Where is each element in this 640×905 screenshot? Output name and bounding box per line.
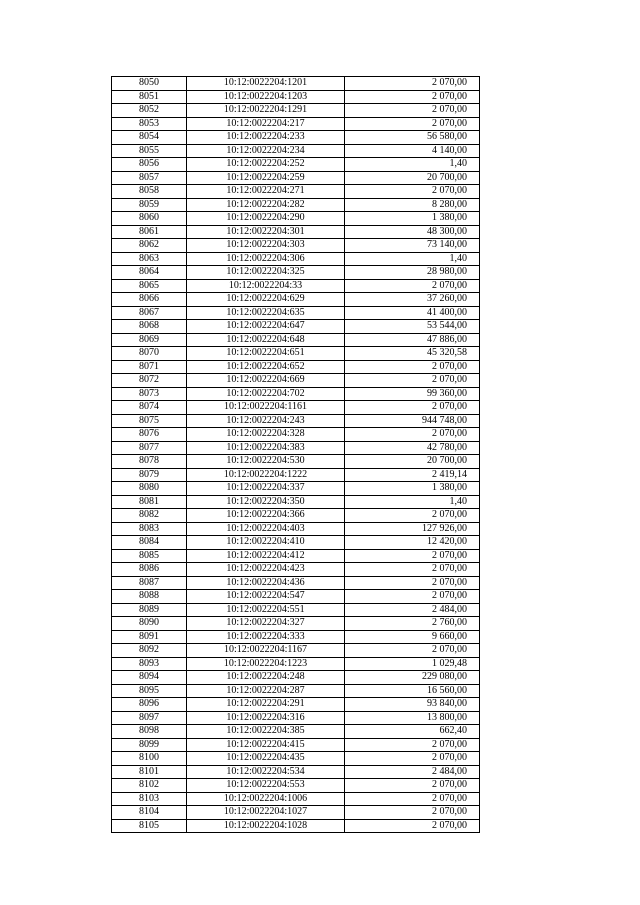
cadastral-number-cell: 10:12:0022204:1222 (187, 468, 345, 482)
cadastral-number-cell: 10:12:0022204:669 (187, 374, 345, 388)
row-number-cell: 8104 (112, 806, 187, 820)
amount-cell: 1,40 (345, 495, 480, 509)
row-number-cell: 8058 (112, 185, 187, 199)
cadastral-number-cell: 10:12:0022204:1167 (187, 644, 345, 658)
cadastral-number-cell: 10:12:0022204:337 (187, 482, 345, 496)
amount-cell: 28 980,00 (345, 266, 480, 280)
cadastral-number-cell: 10:12:0022204:1291 (187, 104, 345, 118)
cadastral-number-cell: 10:12:0022204:287 (187, 684, 345, 698)
cadastral-number-cell: 10:12:0022204:1223 (187, 657, 345, 671)
table-row (112, 414, 480, 428)
amount-cell: 9 660,00 (345, 630, 480, 644)
table-row (112, 198, 480, 212)
table-row (112, 279, 480, 293)
amount-cell: 1 380,00 (345, 212, 480, 226)
cadastral-number-cell: 10:12:0022204:271 (187, 185, 345, 199)
row-number-cell: 8084 (112, 536, 187, 550)
row-number-cell: 8094 (112, 671, 187, 685)
amount-cell: 99 360,00 (345, 387, 480, 401)
amount-cell: 2 070,00 (345, 374, 480, 388)
amount-cell: 2 070,00 (345, 279, 480, 293)
row-number-cell: 8061 (112, 225, 187, 239)
amount-cell: 2 070,00 (345, 806, 480, 820)
table-row (112, 576, 480, 590)
cadastral-number-cell: 10:12:0022204:248 (187, 671, 345, 685)
row-number-cell: 8105 (112, 819, 187, 833)
row-number-cell: 8098 (112, 725, 187, 739)
row-number-cell: 8075 (112, 414, 187, 428)
cadastral-number-cell: 10:12:0022204:1028 (187, 819, 345, 833)
cadastral-number-cell: 10:12:0022204:234 (187, 144, 345, 158)
amount-cell: 2 070,00 (345, 563, 480, 577)
amount-cell: 2 070,00 (345, 185, 480, 199)
amount-cell: 2 070,00 (345, 104, 480, 118)
row-number-cell: 8059 (112, 198, 187, 212)
table-row (112, 752, 480, 766)
amount-cell: 2 484,00 (345, 603, 480, 617)
table-row (112, 117, 480, 131)
amount-cell: 2 419,14 (345, 468, 480, 482)
cadastral-number-cell: 10:12:0022204:435 (187, 752, 345, 766)
cadastral-number-cell: 10:12:0022204:553 (187, 779, 345, 793)
row-number-cell: 8055 (112, 144, 187, 158)
amount-cell: 37 260,00 (345, 293, 480, 307)
amount-cell: 2 070,00 (345, 752, 480, 766)
table-row (112, 212, 480, 226)
table-row (112, 671, 480, 685)
amount-cell: 2 070,00 (345, 576, 480, 590)
row-number-cell: 8088 (112, 590, 187, 604)
cadastral-number-cell: 10:12:0022204:316 (187, 711, 345, 725)
cadastral-number-cell: 10:12:0022204:217 (187, 117, 345, 131)
cadastral-number-cell: 10:12:0022204:551 (187, 603, 345, 617)
amount-cell: 93 840,00 (345, 698, 480, 712)
cadastral-number-cell: 10:12:0022204:350 (187, 495, 345, 509)
row-number-cell: 8060 (112, 212, 187, 226)
amount-cell: 20 700,00 (345, 455, 480, 469)
amount-cell: 12 420,00 (345, 536, 480, 550)
amount-cell: 8 280,00 (345, 198, 480, 212)
cadastral-number-cell: 10:12:0022204:403 (187, 522, 345, 536)
amount-cell: 2 070,00 (345, 644, 480, 658)
row-number-cell: 8096 (112, 698, 187, 712)
row-number-cell: 8099 (112, 738, 187, 752)
cadastral-number-cell: 10:12:0022204:383 (187, 441, 345, 455)
table-row (112, 428, 480, 442)
table-row (112, 104, 480, 118)
amount-cell: 45 320,58 (345, 347, 480, 361)
amount-cell: 56 580,00 (345, 131, 480, 145)
row-number-cell: 8077 (112, 441, 187, 455)
data-table (111, 76, 480, 833)
row-number-cell: 8072 (112, 374, 187, 388)
cadastral-number-cell: 10:12:0022204:652 (187, 360, 345, 374)
amount-cell: 944 748,00 (345, 414, 480, 428)
row-number-cell: 8083 (112, 522, 187, 536)
table-row (112, 779, 480, 793)
amount-cell: 2 760,00 (345, 617, 480, 631)
row-number-cell: 8073 (112, 387, 187, 401)
amount-cell: 20 700,00 (345, 171, 480, 185)
table-row (112, 131, 480, 145)
amount-cell: 47 886,00 (345, 333, 480, 347)
amount-cell: 2 070,00 (345, 549, 480, 563)
table-row (112, 293, 480, 307)
row-number-cell: 8051 (112, 90, 187, 104)
row-number-cell: 8092 (112, 644, 187, 658)
cadastral-number-cell: 10:12:0022204:1006 (187, 792, 345, 806)
cadastral-number-cell: 10:12:0022204:1201 (187, 77, 345, 91)
amount-cell: 2 070,00 (345, 738, 480, 752)
table-row (112, 819, 480, 833)
amount-cell: 2 070,00 (345, 117, 480, 131)
row-number-cell: 8090 (112, 617, 187, 631)
cadastral-number-cell: 10:12:0022204:327 (187, 617, 345, 631)
table-row (112, 360, 480, 374)
row-number-cell: 8082 (112, 509, 187, 523)
table-row (112, 347, 480, 361)
amount-cell: 1,40 (345, 252, 480, 266)
table-row (112, 387, 480, 401)
table-row (112, 252, 480, 266)
amount-cell: 2 070,00 (345, 509, 480, 523)
cadastral-number-cell: 10:12:0022204:1203 (187, 90, 345, 104)
cadastral-number-cell: 10:12:0022204:530 (187, 455, 345, 469)
row-number-cell: 8069 (112, 333, 187, 347)
table-row (112, 711, 480, 725)
table-row (112, 549, 480, 563)
table-row (112, 630, 480, 644)
table-row (112, 455, 480, 469)
cadastral-number-cell: 10:12:0022204:366 (187, 509, 345, 523)
table-row (112, 644, 480, 658)
row-number-cell: 8085 (112, 549, 187, 563)
row-number-cell: 8053 (112, 117, 187, 131)
row-number-cell: 8097 (112, 711, 187, 725)
cadastral-number-cell: 10:12:0022204:243 (187, 414, 345, 428)
amount-cell: 4 140,00 (345, 144, 480, 158)
table-row (112, 90, 480, 104)
cadastral-number-cell: 10:12:0022204:259 (187, 171, 345, 185)
amount-cell: 127 926,00 (345, 522, 480, 536)
table-row (112, 806, 480, 820)
row-number-cell: 8079 (112, 468, 187, 482)
amount-cell: 2 070,00 (345, 360, 480, 374)
table-row (112, 171, 480, 185)
table-row (112, 522, 480, 536)
cadastral-number-cell: 10:12:0022204:301 (187, 225, 345, 239)
amount-cell: 2 070,00 (345, 428, 480, 442)
table-body (112, 77, 480, 833)
cadastral-number-cell: 10:12:0022204:534 (187, 765, 345, 779)
row-number-cell: 8089 (112, 603, 187, 617)
table-row (112, 320, 480, 334)
table-row (112, 185, 480, 199)
row-number-cell: 8081 (112, 495, 187, 509)
row-number-cell: 8066 (112, 293, 187, 307)
table-row (112, 333, 480, 347)
amount-cell: 2 070,00 (345, 90, 480, 104)
cadastral-number-cell: 10:12:0022204:647 (187, 320, 345, 334)
amount-cell: 1 029,48 (345, 657, 480, 671)
cadastral-number-cell: 10:12:0022204:290 (187, 212, 345, 226)
amount-cell: 2 070,00 (345, 819, 480, 833)
cadastral-number-cell: 10:12:0022204:410 (187, 536, 345, 550)
amount-cell: 1 380,00 (345, 482, 480, 496)
table-row (112, 603, 480, 617)
cadastral-number-cell: 10:12:0022204:303 (187, 239, 345, 253)
table-row (112, 536, 480, 550)
table-row (112, 77, 480, 91)
cadastral-number-cell: 10:12:0022204:415 (187, 738, 345, 752)
cadastral-number-cell: 10:12:0022204:629 (187, 293, 345, 307)
table-row (112, 144, 480, 158)
amount-cell: 662,40 (345, 725, 480, 739)
row-number-cell: 8103 (112, 792, 187, 806)
cadastral-number-cell: 10:12:0022204:33 (187, 279, 345, 293)
table-row (112, 225, 480, 239)
amount-cell: 2 484,00 (345, 765, 480, 779)
table-row (112, 509, 480, 523)
row-number-cell: 8067 (112, 306, 187, 320)
cadastral-number-cell: 10:12:0022204:648 (187, 333, 345, 347)
cadastral-number-cell: 10:12:0022204:328 (187, 428, 345, 442)
row-number-cell: 8101 (112, 765, 187, 779)
table-row (112, 482, 480, 496)
row-number-cell: 8064 (112, 266, 187, 280)
row-number-cell: 8054 (112, 131, 187, 145)
cadastral-number-cell: 10:12:0022204:547 (187, 590, 345, 604)
cadastral-number-cell: 10:12:0022204:325 (187, 266, 345, 280)
row-number-cell: 8078 (112, 455, 187, 469)
row-number-cell: 8100 (112, 752, 187, 766)
amount-cell: 229 080,00 (345, 671, 480, 685)
cadastral-number-cell: 10:12:0022204:233 (187, 131, 345, 145)
table-row (112, 563, 480, 577)
amount-cell: 41 400,00 (345, 306, 480, 320)
amount-cell: 2 070,00 (345, 401, 480, 415)
row-number-cell: 8056 (112, 158, 187, 172)
cadastral-number-cell: 10:12:0022204:333 (187, 630, 345, 644)
cadastral-number-cell: 10:12:0022204:385 (187, 725, 345, 739)
table-row (112, 266, 480, 280)
table-row (112, 738, 480, 752)
table-row (112, 158, 480, 172)
row-number-cell: 8068 (112, 320, 187, 334)
row-number-cell: 8095 (112, 684, 187, 698)
table-row (112, 684, 480, 698)
table-row (112, 306, 480, 320)
row-number-cell: 8093 (112, 657, 187, 671)
cadastral-number-cell: 10:12:0022204:436 (187, 576, 345, 590)
amount-cell: 16 560,00 (345, 684, 480, 698)
table-row (112, 374, 480, 388)
table-row (112, 617, 480, 631)
amount-cell: 1,40 (345, 158, 480, 172)
amount-cell: 2 070,00 (345, 590, 480, 604)
table-row (112, 495, 480, 509)
row-number-cell: 8087 (112, 576, 187, 590)
table-row (112, 239, 480, 253)
row-number-cell: 8070 (112, 347, 187, 361)
cadastral-number-cell: 10:12:0022204:635 (187, 306, 345, 320)
amount-cell: 2 070,00 (345, 779, 480, 793)
row-number-cell: 8080 (112, 482, 187, 496)
table-row (112, 468, 480, 482)
row-number-cell: 8076 (112, 428, 187, 442)
amount-cell: 42 780,00 (345, 441, 480, 455)
row-number-cell: 8102 (112, 779, 187, 793)
row-number-cell: 8071 (112, 360, 187, 374)
cadastral-number-cell: 10:12:0022204:412 (187, 549, 345, 563)
cadastral-number-cell: 10:12:0022204:1161 (187, 401, 345, 415)
table-row (112, 441, 480, 455)
cadastral-number-cell: 10:12:0022204:291 (187, 698, 345, 712)
cadastral-number-cell: 10:12:0022204:1027 (187, 806, 345, 820)
row-number-cell: 8086 (112, 563, 187, 577)
table-row (112, 725, 480, 739)
cadastral-number-cell: 10:12:0022204:651 (187, 347, 345, 361)
amount-cell: 2 070,00 (345, 792, 480, 806)
amount-cell: 48 300,00 (345, 225, 480, 239)
table-row (112, 401, 480, 415)
cadastral-number-cell: 10:12:0022204:282 (187, 198, 345, 212)
amount-cell: 73 140,00 (345, 239, 480, 253)
row-number-cell: 8091 (112, 630, 187, 644)
amount-cell: 2 070,00 (345, 77, 480, 91)
table-row (112, 698, 480, 712)
row-number-cell: 8050 (112, 77, 187, 91)
cadastral-number-cell: 10:12:0022204:702 (187, 387, 345, 401)
table-row (112, 590, 480, 604)
row-number-cell: 8063 (112, 252, 187, 266)
cadastral-number-cell: 10:12:0022204:252 (187, 158, 345, 172)
table-row (112, 657, 480, 671)
amount-cell: 53 544,00 (345, 320, 480, 334)
row-number-cell: 8074 (112, 401, 187, 415)
cadastral-number-cell: 10:12:0022204:306 (187, 252, 345, 266)
cadastral-number-cell: 10:12:0022204:423 (187, 563, 345, 577)
row-number-cell: 8062 (112, 239, 187, 253)
row-number-cell: 8065 (112, 279, 187, 293)
amount-cell: 13 800,00 (345, 711, 480, 725)
row-number-cell: 8057 (112, 171, 187, 185)
table-row (112, 765, 480, 779)
table-row (112, 792, 480, 806)
row-number-cell: 8052 (112, 104, 187, 118)
